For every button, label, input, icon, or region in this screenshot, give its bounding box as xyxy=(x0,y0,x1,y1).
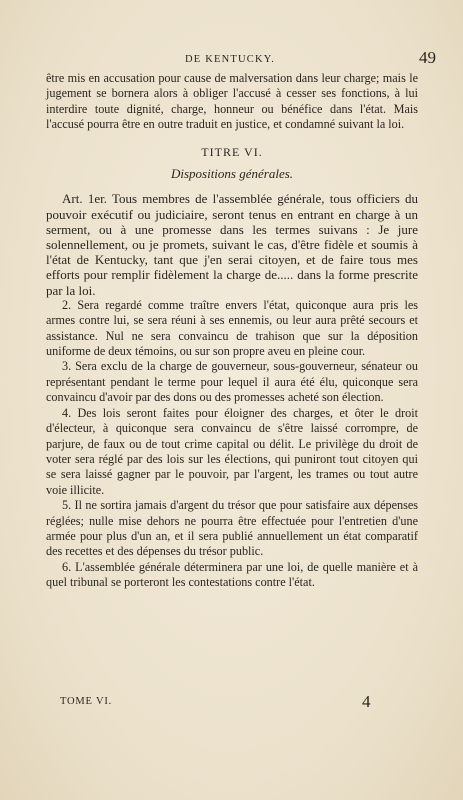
signature-mark: 4 xyxy=(362,692,371,711)
article-5: 5. Il ne sortira jamais d'argent du trésor que pour satisfaire aux dépenses réglées; nulle mise dehors ne pourra être effectuée pour l'entretien d'une armée pour plus d'un an, et il sera publié annuellement un état comparatif des recettes et des dépenses du trésor public. xyxy=(46,498,418,559)
article-6: 6. L'assemblée générale déterminera par une loi, de quelle manière et à quel tribunal se porteront les contestations contre l'état. xyxy=(46,559,418,590)
page-footer xyxy=(60,692,390,716)
article-4: 4. Des lois seront faites pour éloigner des charges, et ôter le droit d'électeur, à quiconque sera convaincu de s'être laissé corrompre, de parjure, de faux ou de tout crime capital ou délit. Le privilège du droit de voter sera réglé par des lois sur les élections, qui puniront tout citoyen qui se sera laissé gagner par le pouvoir, par l'argent, les trames ou tout autre voie illicite. xyxy=(46,405,418,497)
article-2: 2. Sera regardé comme traître envers l'état, quiconque aura pris les armes contre lui, se sera réuni à ses ennemis, ou leur aura prêté secours et assistance. Nul ne sera convaincu de trahison que sur la déposition uniforme de deux témoins, ou sur son propre aveu en pleine cour. xyxy=(46,297,418,359)
section-subtitle: Dispositions générales. xyxy=(170,166,294,182)
page-number: 49 xyxy=(419,48,436,67)
page-text xyxy=(46,71,418,591)
article-3: 3. Sera exclu de la charge de gouverneur, sous-gouverneur, sénateur ou représentant pendant le terme pour lequel il aura été élu, quiconque sera convaincu d'avoir par des dons ou des promesses acheté son élection. xyxy=(46,359,418,405)
running-head: DE KENTUCKY. xyxy=(185,54,276,65)
page-header xyxy=(40,50,440,72)
article-1: Art. 1er. Tous membres de l'assemblée générale, tous officiers du pouvoir exécutif ou judiciaire, seront tenus en entrant en charge à un serment, ou à une promesse dans les termes suivans : Je jure solennellement, ou je promets, suivant le cas, d'être fidèle et soumis à l'état de Kentucky, tant que j'en serai citoyen, et de faire tous mes efforts pour remplir fidèlement la charge de..... dans la forme prescrite par la loi. xyxy=(46,191,418,298)
intro-paragraph: être mis en accusation pour cause de malversation dans leur charge; mais le jugement se bornera alors à obliger l'accusé à cesser ses fonctions, à lui interdire toute dignité, charge, honneur ou bénéfice dans l'état. Mais l'accusé pourra être en outre traduit en justice, et condamné suivant la loi. xyxy=(46,71,418,132)
section-title: TITRE VI. xyxy=(201,144,263,159)
volume-mark: TOME VI. xyxy=(60,696,113,707)
